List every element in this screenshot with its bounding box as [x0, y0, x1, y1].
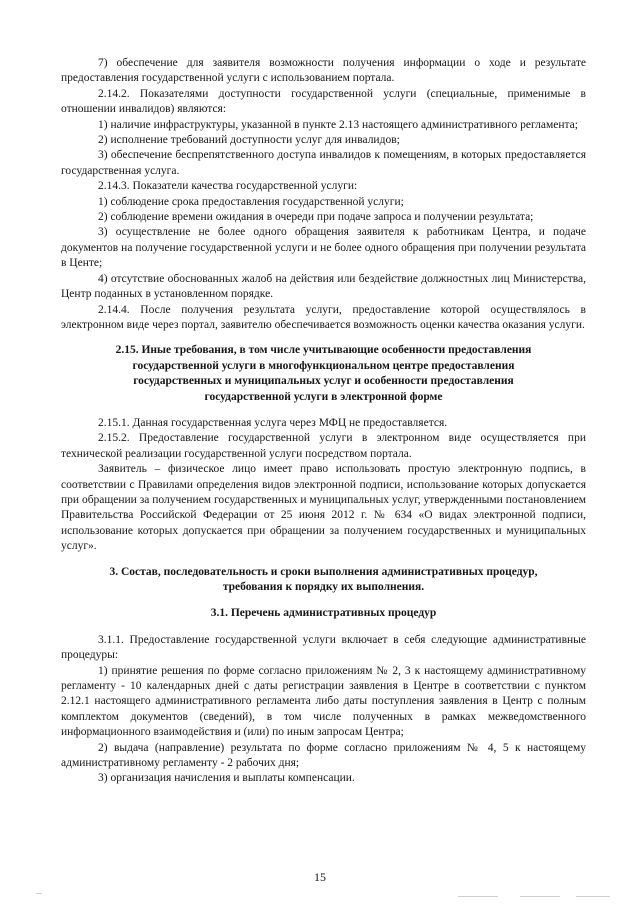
paragraph: 2) исполнение требований доступности услуг для инвалидов;	[98, 134, 400, 147]
paragraph: 1) соблюдение срока предоставления государственной услуги;	[98, 195, 404, 208]
scan-mark	[458, 896, 498, 897]
paragraph: 3.1.1. Предоставление государственной услуги включает в себя следующие административные процедуры:	[61, 633, 586, 662]
paragraph: Заявитель – физическое лицо имеет право использовать простую электронную подпись, в соответствии с Правилами определения видов электронной подписи, использование которых допускается при обращении за получением государственных и муниципальных услуг, утвержденными постановлением Правительства Российской Федерации от 25 июня 2012 г. № 634 «О видах электронной подписи, использование которых допускается при обращении за получением государственных и муниципальных услуг».	[61, 463, 586, 553]
heading-line: 2.15. Иные требования, в том числе учитывающие особенности предоставления	[115, 344, 532, 357]
paragraph: 7) обеспечение для заявителя возможности получения информации о ходе и результате предоставления государственной услуги с использованием портала.	[61, 57, 586, 85]
section-heading-2-15	[61, 343, 586, 405]
heading-line: 3. Состав, последовательность и сроки выполнения административных процедур,	[109, 565, 538, 578]
paragraph: 2.14.2. Показателями доступности государственной услуги (специальные, применимые в отношении инвалидов) являются:	[61, 87, 586, 116]
paragraph: 3) обеспечение беспрепятственного доступа инвалидов к помещениям, в которых предоставляется государственная услуга.	[61, 149, 586, 177]
scan-mark	[520, 896, 560, 897]
paragraph: 1) принятие решения по форме согласно приложениям № 2, 3 к настоящему административному регламенту - 10 календарных дней с даты регистрации заявления в Центре в соответствии с пунктом 2.12.1 настоящего административного регламента либо даты поступления заявления в Центр с полным комплектом документов (сведений), в том числе полученных в рамках межведомственного информационного взаимодействия и (или) по иным запросам Центра;	[61, 664, 586, 739]
heading-line: государственной услуги в многофункциональном центре предоставления	[132, 359, 515, 372]
page-number: 15	[314, 870, 326, 884]
heading-line: государственных и муниципальных услуг и особенности предоставления	[133, 375, 514, 388]
paragraph: 4) отсутствие обоснованных жалоб на действия или бездействие должностных лиц Министерства, Центр поданных в установленном порядке.	[61, 272, 586, 301]
paragraph: 2) соблюдение времени ожидания в очереди при подаче запроса и получении результата;	[98, 211, 534, 224]
section-heading-3	[61, 565, 586, 596]
paragraph: 3) осуществление не более одного обращения заявителя к работникам Центра, и подаче документов на получение государственной услуги и не более одного обращения при получении результата в Центе;	[61, 226, 586, 270]
paragraph: 2.14.4. После получения результата услуги, предоставление которой осуществлялось в электронном виде через портал, заявителю обеспечивается возможность оценки качества оказания услуги.	[61, 303, 586, 331]
heading-line: 3.1. Перечень административных процедур	[210, 607, 437, 620]
scan-mark	[576, 896, 610, 897]
paragraph: 1) наличие инфраструктуры, указанной в пункте 2.13 настоящего административного регламента;	[98, 118, 578, 131]
scan-mark	[36, 893, 42, 894]
paragraph: 2.15.1. Данная государственная услуга через МФЦ не предоставляется.	[98, 416, 448, 429]
paragraph: 2.15.2. Предоставление государственной услуги в электронном виде осуществляется при технической реализации государственной услуги посредством портала.	[61, 432, 586, 460]
section-heading-3-1	[61, 606, 586, 621]
paragraph: 2) выдача (направление) результата по форме согласно приложениям № 4, 5 к настоящему административному регламенту - 2 рабочих дня;	[61, 741, 586, 770]
paragraph: 3) организация начисления и выплаты компенсации.	[98, 772, 355, 785]
heading-line: требования к порядку их выполнения.	[222, 581, 425, 593]
paragraph: 2.14.3. Показатели качества государственной услуги:	[98, 180, 358, 193]
heading-line: государственной услуги в электронной форме	[204, 390, 443, 403]
